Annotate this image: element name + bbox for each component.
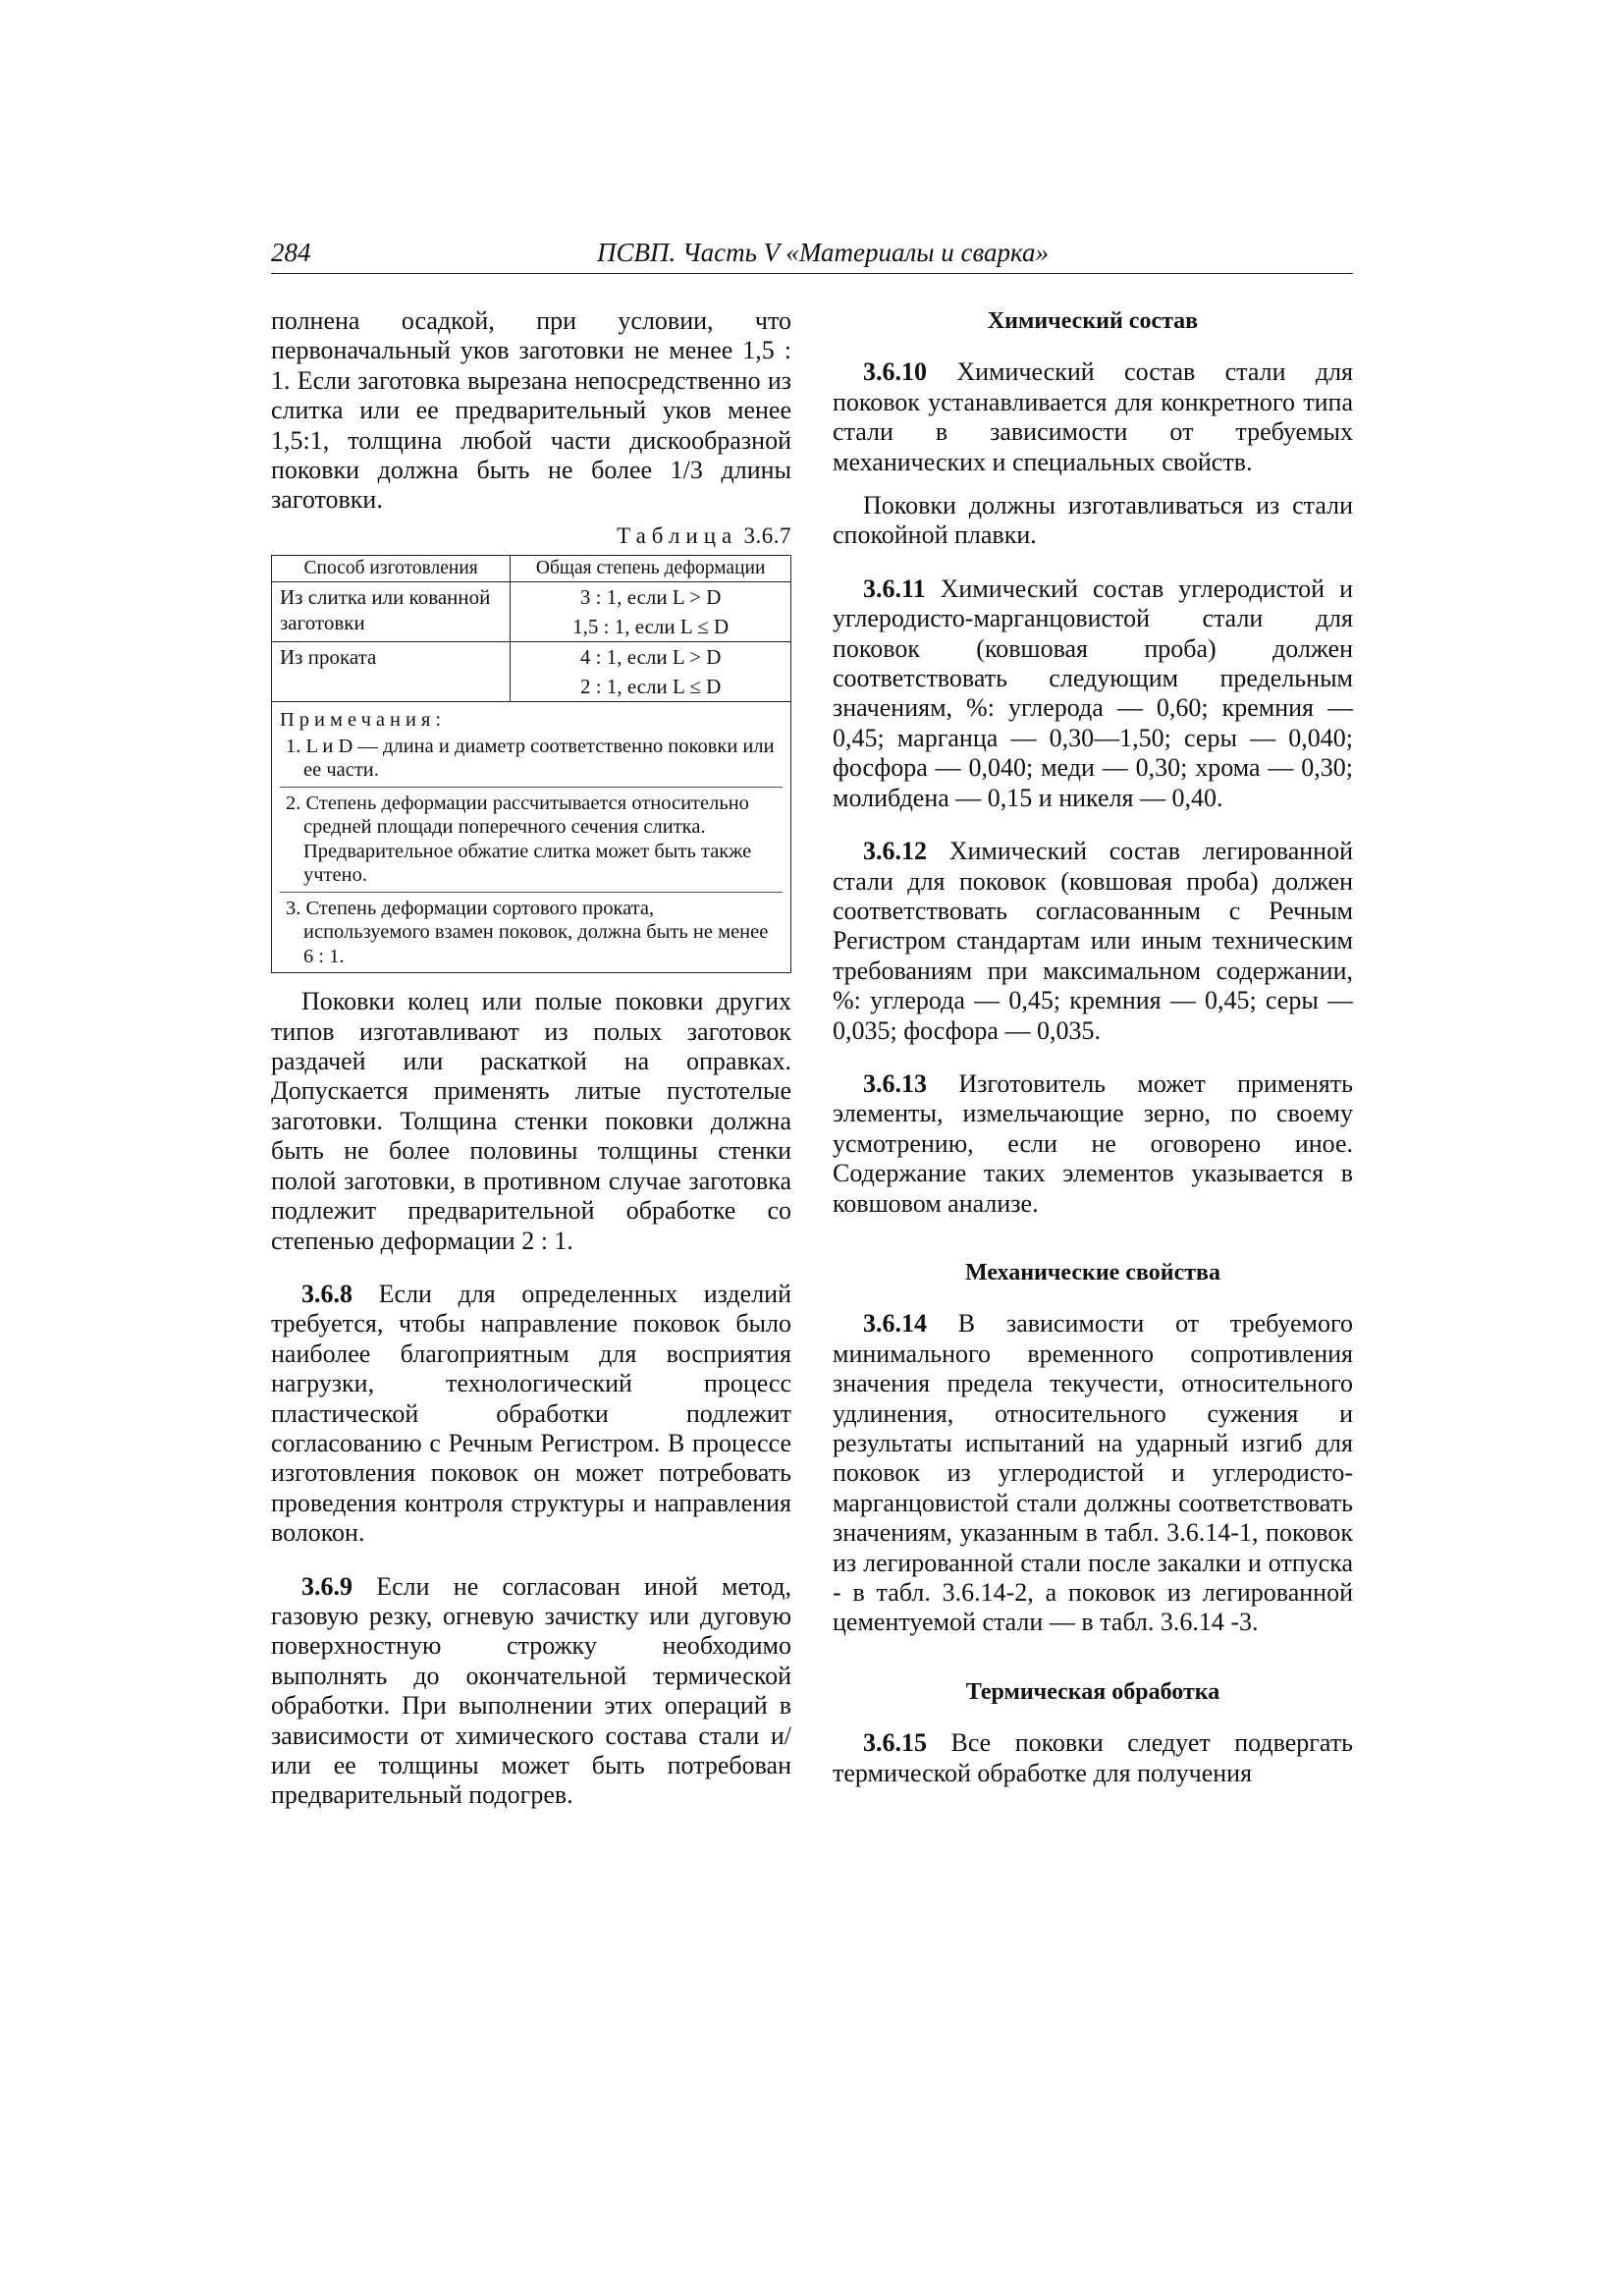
running-title: ПСВП. Часть V «Материалы и сварка» — [596, 238, 1049, 267]
paragraph-3-6-14 — [833, 1309, 1353, 1637]
row-value: 2 : 1, если L ≤ D — [511, 672, 791, 702]
paragraph-3-6-12 — [833, 837, 1353, 1046]
note-item: 2. Степень деформации рассчитывается относительно средней площади поперечного сечения слитка. Предварительное обжатие слитка может быть также учтено. — [286, 792, 752, 887]
clause-text: Химический состав легированной стали для поковок (ковшовая проба) должен соответствовать согласованным с Речным Регистром стандартам или иным техническим требованиям при максимальном содержании, %: углерода — 0,45; кремния — 0,45; серы — 0,035; фосфора — 0,035. — [833, 837, 1353, 1045]
table-caption-number: 3.6.7 — [743, 522, 791, 548]
right-column — [833, 306, 1353, 1788]
clause-text: Химический состав стали для поковок устанавливается для конкретного типа стали в зависимости от требуемых механических и специальных свойств. — [833, 357, 1353, 476]
paragraph-continuation: полнена осадкой, при условии, что первоначальный уков заготовки не менее 1,5 : 1. Если заготовка вырезана непосредственно из слитка или ее предварительный уков менее 1,5:1, толщина любой части дискообразной поковки должна быть не более 1/3 длины заготовки. — [271, 306, 791, 515]
note-item: 3. Степень деформации сортового проката, используемого взамен поковок, должна быть не менее 6 : 1. — [286, 897, 769, 967]
table-notes — [272, 702, 791, 973]
clause-number: 3.6.8 — [301, 1279, 352, 1308]
table-caption-word: Таблица — [617, 522, 738, 548]
paragraph-3-6-10 — [833, 357, 1353, 477]
paragraph-3-6-15 — [833, 1728, 1353, 1788]
clause-number: 3.6.11 — [863, 574, 926, 603]
clause-text: Химический состав углеродистой и углеродисто-марганцовистой стали для поковок (ковшовая проба) должен соответствовать следующим предельным значениям, %: углерода — 0,60; кремния — 0,45; марганца — 0,30—1,50; серы — 0,040; фосфора — 0,040; меди — 0,30; хрома — 0,30; молибдена — 0,15 и никеля — 0,40. — [833, 574, 1354, 812]
paragraph-ring-forgings: Поковки колец или полые поковки других типов изготавливают из полых заготовок раздачей или раскаткой на оправках. Допускается применять литые пустотелые заготовки. Толщина стенки поковки должна быть не более половины толщины стенки полой заготовки, в противном случае заготовка подлежит предварительной обработке со степенью деформации 2 : 1. — [271, 987, 791, 1255]
clause-text: Если для определенных изделий требуется, чтобы направление поковок было наиболее благоприятным для восприятия нагрузки, технологический процесс пластической обработки подлежит согласованию с Речным Регистром. В процессе изготовления поковок он может потребовать проведения контроля структуры и направления волокон. — [271, 1279, 792, 1548]
deformation-table — [271, 555, 791, 973]
clause-text: Если не согласован иной метод, газовую резку, огневую зачистку или дуговую поверхностную строжку необходимо выполнять до окончательной термической обработки. При выполнении этих операций в зависимости от химического состава стали и/или ее толщины может быть потребован предварительный подогрев. — [271, 1571, 791, 1810]
row-method-ingot: Из слитка или кованной заготовки — [272, 582, 511, 642]
clause-text: Все поковки следует подвергать термической обработке для получения — [833, 1728, 1353, 1787]
table-row — [272, 642, 791, 673]
page-number: 284 — [271, 238, 311, 267]
table-notes-row — [272, 702, 791, 973]
notes-title: Примечания: — [280, 709, 447, 732]
row-method-rolled: Из проката — [272, 642, 511, 702]
paragraph-3-6-9 — [271, 1572, 791, 1811]
header-deformation: Общая степень деформации — [511, 556, 791, 582]
table-row — [272, 582, 791, 613]
heading-heat-treatment: Термическая обработка — [965, 1678, 1220, 1705]
clause-number: 3.6.14 — [863, 1309, 927, 1339]
clause-number: 3.6.9 — [301, 1571, 352, 1601]
row-value: 1,5 : 1, если L ≤ D — [511, 612, 791, 642]
clause-number: 3.6.15 — [863, 1728, 927, 1758]
left-column — [271, 306, 791, 1811]
clause-text: Изготовитель может применять элементы, измельчающие зерно, по своему усмотрению, если не оговорено иное. Содержание таких элементов указывается в ковшовом анализе. — [833, 1068, 1353, 1218]
paragraph-3-6-11 — [833, 574, 1353, 813]
paragraph-killed-steel: Поковки должны изготавливаться из стали спокойной плавки. — [833, 491, 1353, 550]
paragraph-3-6-13 — [833, 1069, 1353, 1219]
clause-number: 3.6.10 — [863, 357, 927, 387]
row-value: 3 : 1, если L > D — [511, 582, 791, 613]
note-divider — [280, 892, 783, 893]
note-divider — [280, 787, 783, 788]
page-header — [271, 238, 1353, 274]
row-value: 4 : 1, если L > D — [511, 642, 791, 673]
note-item: 1. L и D — длина и диаметр соответственно поковки или ее части. — [286, 735, 775, 782]
table-header-row — [272, 556, 791, 582]
header-method: Способ изготовления — [272, 556, 511, 582]
table-caption — [271, 521, 791, 551]
paragraph-3-6-8 — [271, 1280, 791, 1549]
clause-text: В зависимости от требуемого минимального временного сопротивления значения предела текучести, относительного удлинения, относительного сужения и результаты испытаний на ударный изгиб для поковок из углеродистой и углеродисто-марганцовистой стали должны соответствовать значениям, указанным в табл. 3.6.14-1, поковок из легированной стали после закалки и отпуска - в табл. 3.6.14-2, а поковок из легированной цементуемой стали — в табл. 3.6.14 -3. — [833, 1309, 1354, 1637]
clause-number: 3.6.12 — [863, 837, 927, 866]
heading-chemical-composition: Химический состав — [987, 308, 1199, 334]
heading-mechanical-properties: Механические свойства — [965, 1259, 1220, 1285]
clause-number: 3.6.13 — [863, 1068, 927, 1098]
